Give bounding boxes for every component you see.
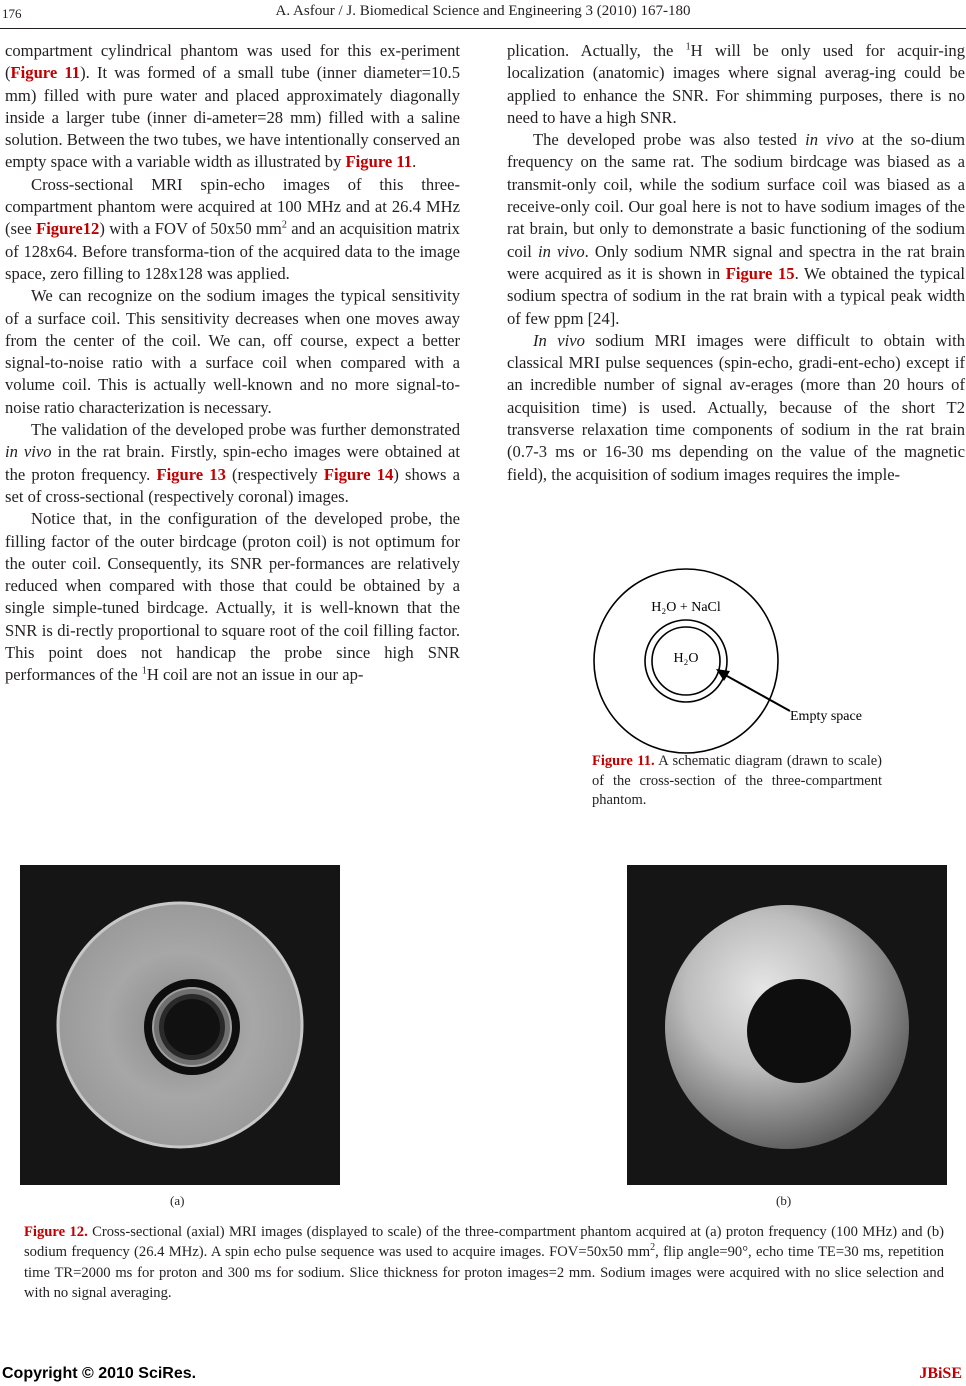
paragraph	[5, 419, 460, 508]
caption-text: Cross-sectional (axial) MRI images (displayed to scale) of the three-compartment phantom acquired at (a) proton frequency (100 MHz) and (b) sodium frequency (26.4 MHz). A spin echo pulse sequence was used to acquire images. FOV=50x50 mm	[24, 1224, 944, 1261]
caption-text: , flip angle=90°, echo time TE=30 ms, repetition time TR=2000 ms for proton and 300 ms for sodium. Slice thickness for proton images=2 mm. Sodium images were acquired with no slice selection and with no signal averaging.	[24, 1244, 944, 1301]
text: ) shows a set of cross-sectional (respectively coronal) images.	[5, 464, 460, 506]
paragraph	[507, 330, 965, 486]
italic-text: In vivo	[533, 330, 585, 350]
paragraph	[507, 129, 965, 330]
text: . Only sodium NMR signal and spectra in the rat brain were acquired as it is shown in	[507, 241, 965, 283]
text: . We obtained the typical sodium spectra of sodium in the rat brain with a typical peak width of few ppm [24].	[507, 263, 965, 328]
italic-text: in vivo	[805, 130, 854, 150]
copyright-notice: Copyright © 2010 SciRes.	[2, 1365, 197, 1382]
italic-text: in vivo	[537, 241, 585, 261]
subfigure-label-a: (a)	[170, 1193, 185, 1208]
text: compartment cylindrical phantom was used for this ex-periment (	[5, 41, 460, 83]
superscript: 2	[650, 1242, 656, 1254]
text: Cross-sectional MRI spin-echo images of this three-compartment phantom were acquired at 100 MHz and at 26.4 MHz (see	[5, 174, 460, 239]
pointer-arrowhead	[716, 669, 730, 681]
right-column	[507, 40, 965, 486]
superscript: 1	[141, 665, 147, 677]
italic-text: in vivo	[5, 442, 52, 462]
pointer-arrow-line	[718, 671, 790, 711]
figure-reference[interactable]: Figure12	[36, 219, 100, 239]
figure-reference[interactable]: Figure 13	[156, 464, 226, 484]
text: H coil are not an issue in our ap-	[146, 665, 364, 685]
left-column	[5, 40, 460, 687]
figure-reference[interactable]: Figure 14	[323, 464, 394, 484]
paragraph	[5, 174, 460, 285]
caption-label: Figure 11.	[592, 753, 655, 769]
text: H will be only used for acquir-ing localization (anatomic) images where signal averag-ing could be applied to enhance the SNR. For shimming purposes, there is no need to have a high SNR.	[507, 41, 965, 127]
text: Notice that, in the configuration of the developed probe, the filling factor of the outer birdcage (proton coil) is not optimum for the outer coil. Consequently, its SNR per-formances are relatively reduced when compared with those that could be obtained by a single simple-tuned birdcage. Actually, it is well-known that the SNR is di-rectly proportional to square root of the coil filling factor. This point does not handicap the probe since high SNR performances of the	[5, 509, 460, 685]
text: plication. Actually, the	[507, 41, 686, 60]
page-number: 176	[2, 6, 22, 21]
superscript: 2	[281, 219, 287, 231]
text: .	[412, 152, 417, 172]
figure-reference[interactable]: Figure 11	[345, 152, 413, 172]
superscript: 1	[685, 41, 691, 53]
phantom-diagram	[590, 565, 886, 765]
figure-reference[interactable]: Figure 15	[725, 263, 795, 283]
paragraph: We can recognize on the sodium images the typical sensitivity of a surface coil. This sensitivity decreases when one moves away from the center of the coil. We can, off course, expect a better signal-to-noise ratio with a surface coil when compared with a volume coil. This is actually well-known and no more signal-to-noise ratio characterization is necessary.	[5, 286, 460, 417]
mri-image-sodium	[627, 865, 947, 1185]
text: and an acquisition matrix of 128x64. Before transforma-tion of the acquired data to the image space, zero filling to 128x128 was applied.	[5, 219, 460, 283]
figure-reference[interactable]: Figure 11	[10, 63, 81, 83]
journal-name: JBiSE	[919, 1365, 962, 1382]
text: ). It was formed of a small tube (inner diameter=10.5 mm) filled with pure water and placed approximately diagonally inside a larger tube (inner di-ameter=28 mm) filled with a saline solution. Between the two tubes, we have intentionally conserved an empty space with a variable width as illustrated by	[5, 63, 460, 172]
text: sodium MRI images were difficult to obtain with classical MRI pulse sequences (spin-echo, gradi-ent-echo) except if an incredible number of signal av-erages (more than 20 hours of acquisition time) is used. Actually, because of the short T2 transverse relaxation time components of sodium in the rat brain (0.7-3 ms or 16-30 ms depending on the value of the magnetic field), the acquisition of sodium images requires the imple-	[507, 330, 966, 484]
paragraph	[5, 508, 460, 686]
mri-image-proton	[20, 865, 340, 1185]
empty-space-label: Empty space	[790, 709, 862, 724]
text: (respectively	[225, 464, 324, 484]
outer-label: H₂O + NaCl	[651, 600, 721, 615]
text: The validation of the developed probe was further demonstrated	[31, 420, 460, 440]
text: in the rat brain. Firstly, spin-echo images were obtained at the proton frequency.	[5, 442, 460, 484]
figure-11-caption	[592, 752, 882, 811]
paragraph	[507, 40, 965, 129]
caption-text: A schematic diagram (drawn to scale) of the cross-section of the three-compartment phantom.	[592, 753, 882, 808]
caption-label: Figure 12.	[24, 1224, 88, 1240]
paragraph	[5, 40, 460, 174]
text: at the so-dium frequency on the same rat. The sodium birdcage was biased as a transmit-only coil, while the sodium surface coil was biased as a receive-only coil. Our goal here is not to have sodium images of the rat brain, but only to demonstrate a basic functioning of the sodium coil	[507, 130, 966, 261]
figure-12-caption	[24, 1222, 944, 1303]
inner-label: H₂O	[673, 651, 699, 666]
header-rule	[0, 28, 966, 29]
text: ) with a FOV of 50x50 mm	[99, 219, 282, 239]
text: The developed probe was also tested	[533, 130, 806, 150]
subfigure-label-b: (b)	[776, 1193, 792, 1208]
running-title: A. Asfour / J. Biomedical Science and Engineering 3 (2010) 167-180	[275, 3, 691, 19]
